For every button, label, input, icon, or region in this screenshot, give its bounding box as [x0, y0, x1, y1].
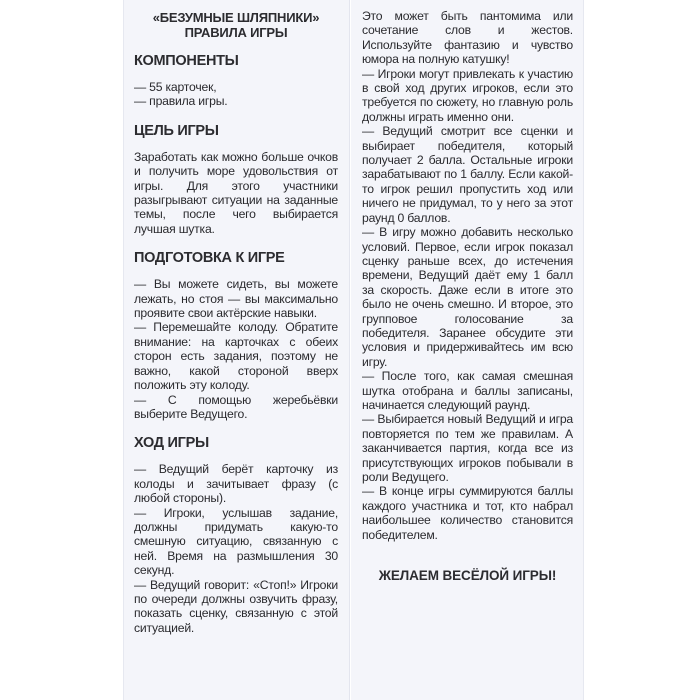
gameplay-item: — Игроки, услышав задание, должны придумать какую-то смешную ситуацию, связанную с ней. Время на размышления 30 секунд. [134, 505, 338, 578]
gameplay-continued-item: Это может быть пантомима или сочетание слов и жестов. Используйте фантазию и чувство юмора на полную катушку! [362, 9, 573, 67]
gameplay-continued-list [362, 9, 573, 542]
gameplay-continued-item: — Игроки могут привлекать к участию в свой ход других игроков, если это требуется по сюжету, но главную роль должны играть именно они. [362, 66, 573, 124]
gameplay-heading: ХОД ИГРЫ [134, 435, 209, 452]
game-name: «БЕЗУМНЫЕ ШЛЯПНИКИ» [152, 10, 320, 25]
preparation-item: — С помощью жеребьёвки выберите Ведущего. [134, 392, 338, 421]
gameplay-continued-item: — После того, как самая смешная шутка отобрана и баллы записаны, начинается следующий раунд. [362, 369, 573, 412]
components-item: — 55 карточек, [134, 80, 217, 94]
gameplay-item: — Ведущий говорит: «Стоп!» Игроки по очереди должны озвучить фразу, показать сценку, связанную с этой ситуацией. [134, 577, 338, 635]
gameplay-continued-item: — В конце игры суммируются баллы каждого участника и тот, кто набрал наибольшее количество становится победителем. [362, 484, 573, 542]
preparation-item: — Перемешайте колоду. Обратите внимание: на карточках с обеих сторон есть задания, поэтому не важно, какой стороной вверх положить эту колоду. [134, 320, 338, 393]
gameplay-continued-item: — Ведущий смотрит все сценки и выбирает победителя, который получает 2 балла. Остальные игроки зарабатывают по 1 баллу. Если какой-то игрок решил пропустить ход или ничего не придумал, то у него за этот раунд 0 баллов. [362, 124, 573, 225]
gameplay-list [134, 462, 338, 635]
preparation-heading: ПОДГОТОВКА К ИГРЕ [134, 250, 285, 267]
rules-subtitle: ПРАВИЛА ИГРЫ [184, 25, 288, 40]
preparation-list [134, 277, 338, 421]
preparation-item: — Вы можете сидеть, вы можете лежать, но стоя — вы максимально проявите свои актёрские навыки. [134, 277, 338, 321]
components-heading: КОМПОНЕНТЫ [134, 53, 239, 69]
gameplay-continued-item: — В игру можно добавить несколько условий. Первое, если игрок показал сценку раньше всех, до истечения времени, Ведущий даёт ему 1 балл за скорость. Даже если в итоге это было не очень смешно. И второе, это групповое голосование за победителя. Заранее обсудите эти условия и придерживайтесь им всю игру. [362, 225, 573, 369]
components-list [134, 80, 338, 109]
rules-left-column [123, 0, 350, 700]
rules-right-column [351, 0, 584, 700]
closing-wish: ЖЕЛАЕМ ВЕСЁЛОЙ ИГРЫ! [378, 568, 557, 584]
goal-heading: ЦЕЛЬ ИГРЫ [134, 122, 219, 139]
rules-title [134, 10, 338, 40]
gameplay-item: — Ведущий берёт карточку из колоды и зачитывает фразу (с любой стороны). [134, 462, 338, 506]
components-item: — правила игры. [134, 94, 228, 109]
gameplay-continued-item: — Выбирается новый Ведущий и игра повторяется по тем же правилам. А заканчивается партия, когда все из присутствующих игроков побывали в роли Ведущего. [362, 412, 573, 484]
goal-text: Заработать как можно больше очков и получить море удовольствия от игры. Для этого участники разыгрывают ситуации на заданные темы, после чего выбирается лучшая шутка. [134, 149, 338, 236]
